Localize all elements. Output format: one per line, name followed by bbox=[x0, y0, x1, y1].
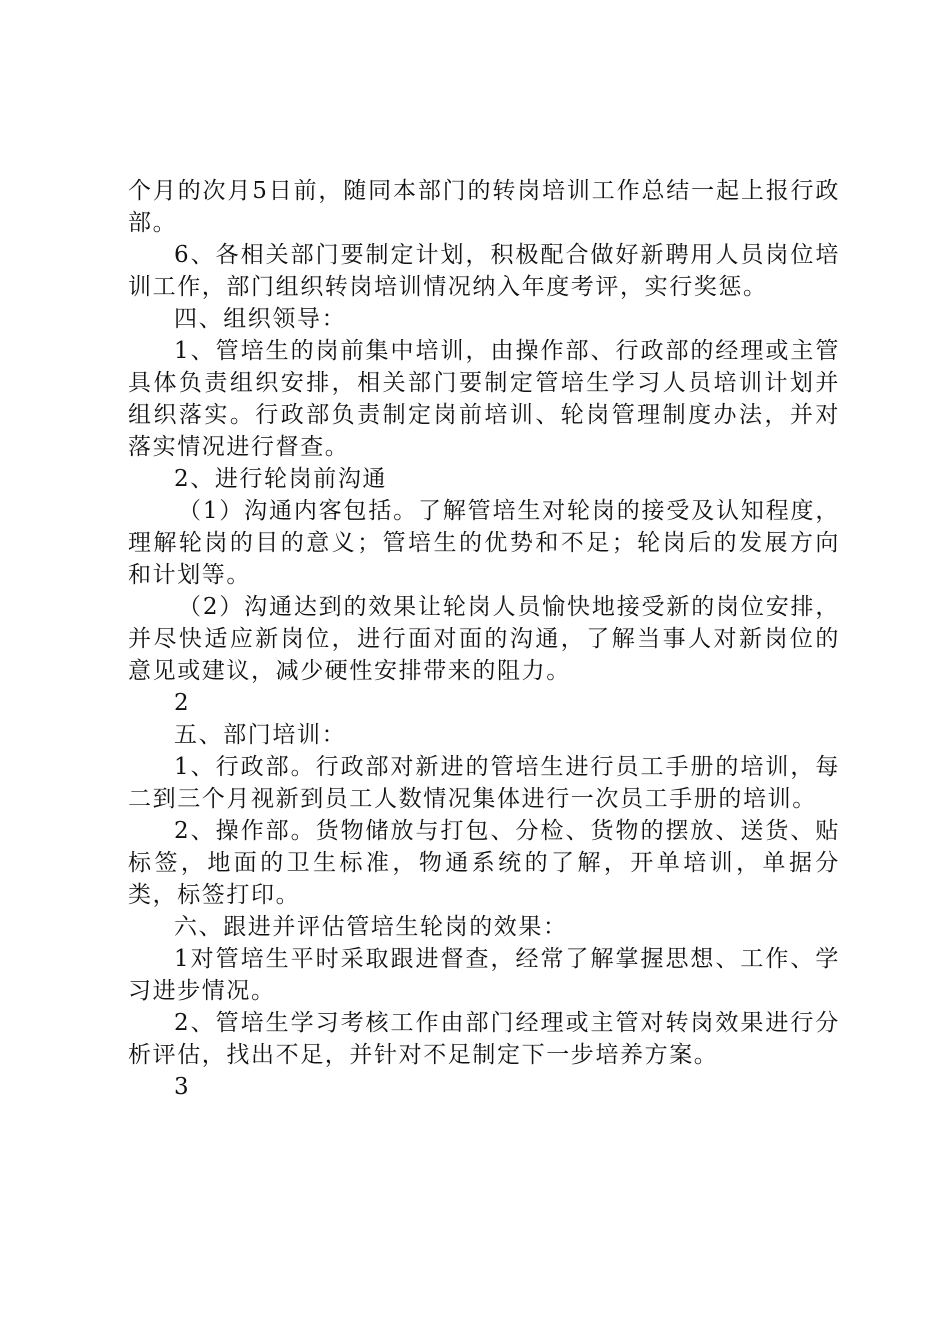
paragraph-communication-1: （1）沟通内客包括。了解管培生对轮岗的接受及认知程度，理解轮岗的目的意义；管培生的优势和不足；轮岗后的发展方向和计划等。 bbox=[128, 498, 840, 588]
paragraph-followup-2: 2、管培生学习考核工作由部门经理或主管对转岗效果进行分析评估，找出不足，并针对不足制定下一步培养方案。 bbox=[128, 1010, 840, 1068]
paragraph-followup-1: 1对管培生平时采取跟进督查，经常了解掌握思想、工作、学习进步情况。 bbox=[128, 946, 840, 1004]
page-number: 3 bbox=[174, 1074, 191, 1100]
paragraph-continuation: 个月的次月5日前，随同本部门的转岗培训工作总结一起上报行政部。 bbox=[128, 178, 840, 236]
paragraph-training-2: 2、操作部。货物储放与打包、分检、货物的摆放、送货、贴标签，地面的卫生标准，物通系统的了解，开单培训，单据分类，标签打印。 bbox=[128, 818, 840, 908]
paragraph-training-1: 1、行政部。行政部对新进的管培生进行员工手册的培训，每二到三个月视新到员工人数情况集体进行一次员工手册的培训。 bbox=[128, 754, 840, 812]
paragraph-item-6: 6、各相关部门要制定计划，积极配合做好新聘用人员岗位培训工作，部门组织转岗培训情况纳入年度考评，实行奖惩。 bbox=[128, 242, 840, 300]
paragraph-communication-2: （2）沟通达到的效果让轮岗人员愉快地接受新的岗位安排，并尽快适应新岗位，进行面对面的沟通，了解当事人对新岗位的意见或建议，减少硬性安排带来的阻力。 bbox=[128, 594, 840, 684]
document-body bbox=[128, 175, 840, 1103]
paragraph-leadership-1: 1、管培生的岗前集中培训，由操作部、行政部的经理或主管具体负责组织安排，相关部门要制定管培生学习人员培训计划并组织落实。行政部负责制定岗前培训、轮岗管理制度办法，并对落实情况进行督查。 bbox=[128, 338, 840, 460]
section-heading-4: 四、组织领导： bbox=[174, 306, 347, 332]
section-heading-5: 五、部门培训： bbox=[174, 722, 347, 748]
section-heading-6: 六、跟进并评估管培生轮岗的效果： bbox=[174, 914, 568, 940]
paragraph-leadership-2: 2、进行轮岗前沟通 bbox=[174, 466, 388, 492]
page-number: 2 bbox=[174, 690, 191, 716]
